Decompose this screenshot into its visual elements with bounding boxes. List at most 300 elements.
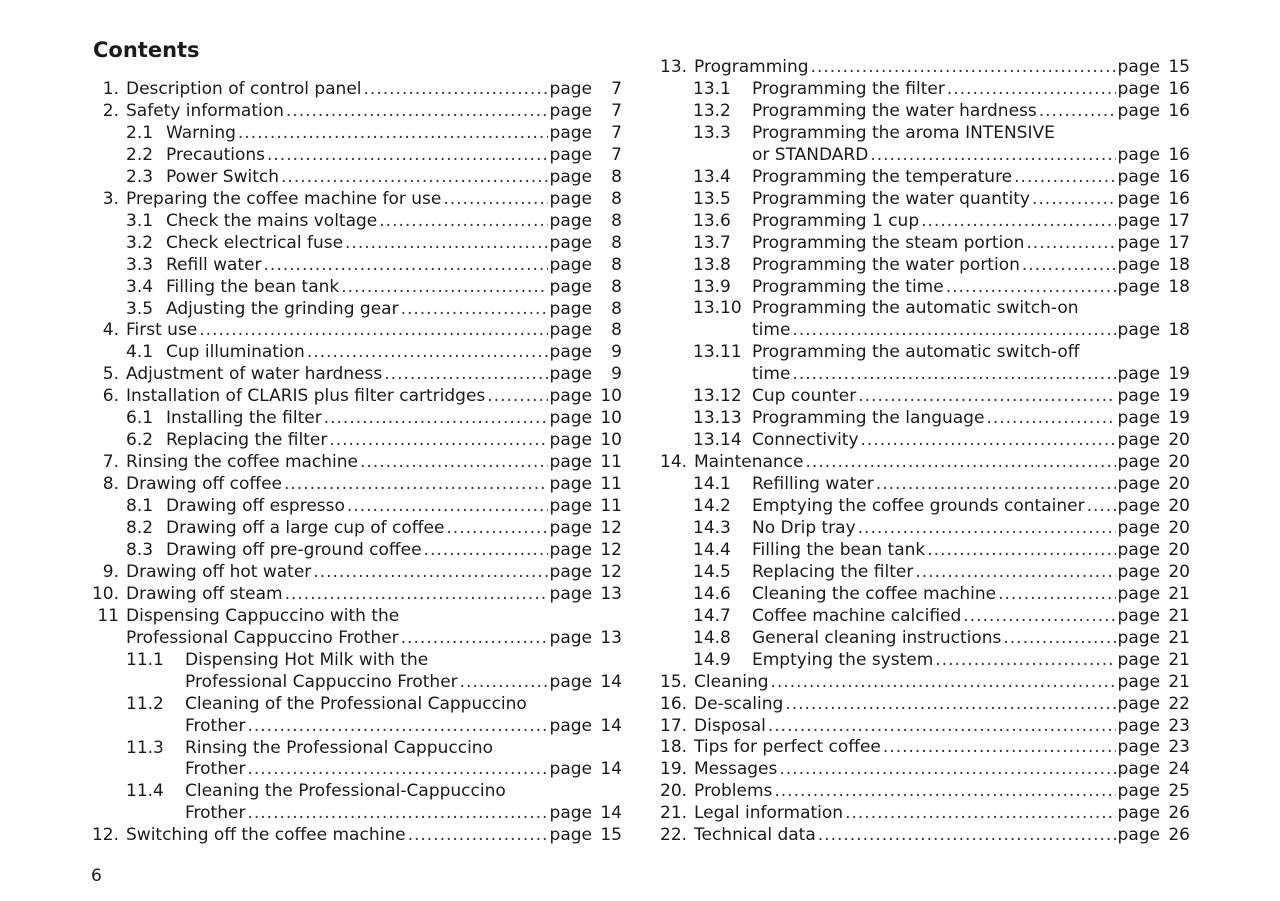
toc-page-number: 26: [1168, 803, 1190, 824]
toc-entry: [656, 385, 1190, 407]
toc-page-ref: [1118, 605, 1190, 627]
toc-page-ref: [550, 276, 622, 298]
toc-entry-number: 6.1: [126, 408, 154, 429]
toc-page-word: page: [1117, 254, 1160, 275]
toc-entry-number: 8.3: [126, 539, 154, 560]
toc-entry-title: Professional Cappuccino Frother: [185, 671, 458, 692]
toc-entry-title: Programming 1 cup: [752, 210, 920, 231]
toc-entry-title: Drawing off hot water: [126, 561, 312, 582]
toc-page-ref: [1118, 407, 1190, 429]
toc-entry-number: 13.8: [693, 254, 731, 275]
toc-page-ref: [550, 561, 622, 583]
toc-entry: [89, 429, 622, 451]
toc-page-number: 19: [1168, 386, 1190, 407]
toc-entry-number: 3.5: [126, 298, 154, 319]
toc-dot-leader: [915, 561, 1115, 583]
toc-page-word: page: [549, 320, 592, 341]
toc-page-ref: [550, 363, 622, 385]
toc-page-number: 8: [611, 188, 622, 209]
toc-page-ref: [550, 824, 622, 846]
toc-page-word: page: [1117, 386, 1160, 407]
toc-dot-leader: [345, 232, 548, 254]
toc-entry-title: Refilling water: [752, 474, 874, 495]
toc-page-number: 14: [600, 715, 622, 736]
toc-entry-number: 13.4: [693, 166, 731, 187]
toc-page-word: page: [549, 276, 592, 297]
toc-page-ref: [1118, 385, 1190, 407]
toc-entry-number: 6.2: [126, 430, 154, 451]
toc-dot-leader: [811, 56, 1116, 78]
toc-entry-number: 16.: [660, 693, 688, 714]
toc-entry-number: 13.6: [693, 210, 731, 231]
toc-page-number: 7: [611, 144, 622, 165]
toc-page-ref: [550, 254, 622, 276]
toc-page-number: 7: [611, 100, 622, 121]
toc-page-number: 15: [600, 825, 622, 846]
toc-entry-title: Drawing off coffee: [126, 474, 282, 495]
toc-page-ref: [1118, 693, 1190, 715]
toc-page-number: 16: [1168, 166, 1190, 187]
toc-entry: [656, 276, 1190, 298]
toc-page-number: 11: [600, 496, 622, 517]
toc-entry-title: Replacing the filter: [752, 561, 914, 582]
toc-page-word: page: [1117, 408, 1160, 429]
toc-page-ref: [1118, 517, 1190, 539]
toc-dot-leader: [935, 649, 1115, 671]
toc-page-number: 20: [1168, 496, 1190, 516]
toc-page-number: 18: [1168, 320, 1190, 341]
toc-dot-leader: [313, 561, 547, 583]
toc-page-ref: [550, 232, 622, 254]
toc-entry-number: 11.4: [126, 781, 164, 802]
toc-page-word: page: [549, 342, 592, 363]
toc-entry-number: 14.: [660, 452, 688, 473]
toc-entry-title: Cup illumination: [166, 342, 305, 363]
toc-dot-leader: [267, 144, 548, 166]
toc-page-ref: [1118, 319, 1190, 341]
toc-dot-leader: [238, 122, 548, 144]
toc-page-number: 16: [1168, 100, 1190, 121]
toc-page-word: page: [1117, 781, 1160, 802]
toc-dot-leader: [779, 758, 1115, 780]
toc-entry: [89, 100, 622, 122]
toc-entry: [89, 319, 622, 341]
toc-page-word: page: [549, 715, 592, 736]
toc-entry-number: 1.: [102, 79, 119, 99]
toc-page-word: page: [549, 364, 592, 385]
toc-dot-leader: [443, 188, 547, 210]
toc-entry-title: Emptying the system: [752, 649, 934, 670]
toc-page-word: page: [549, 386, 592, 407]
toc-entry-title: Dispensing Cappuccino with the: [126, 605, 400, 626]
toc-entry-number: 14.1: [693, 474, 731, 495]
toc-page-ref: [550, 78, 622, 100]
toc-page-ref: [550, 451, 622, 473]
toc-entry: [89, 385, 622, 407]
toc-entry-number: 13.14: [693, 430, 742, 451]
toc-page-number: 20: [1168, 474, 1190, 495]
toc-entry-title: Technical data: [694, 825, 816, 846]
toc-page-number: 18: [1168, 254, 1190, 275]
toc-dot-leader: [921, 210, 1115, 232]
toc-dot-leader: [946, 276, 1116, 298]
toc-page-word: page: [1117, 210, 1160, 231]
toc-page-number: 21: [1168, 671, 1190, 692]
toc-entry-title: Precautions: [166, 144, 265, 165]
toc-entry-title: Frother: [185, 803, 246, 824]
toc-dot-leader: [768, 715, 1116, 737]
toc-entry: [89, 583, 622, 605]
toc-entry: [89, 737, 622, 759]
toc-page-ref: [550, 188, 622, 210]
toc-entry: [89, 210, 622, 232]
toc-page-word: page: [1117, 166, 1160, 187]
toc-dot-leader: [446, 517, 547, 539]
toc-page-word: page: [1117, 100, 1160, 121]
toc-page-ref: [550, 671, 622, 693]
toc-page-ref: [1118, 627, 1190, 649]
toc-page-ref: [1118, 473, 1190, 495]
toc-dot-leader: [329, 429, 547, 451]
toc-dot-leader: [1026, 232, 1115, 254]
toc-page-ref: [1118, 166, 1190, 188]
toc-entry-number: 13.13: [693, 408, 742, 429]
toc-entry-title: Disposal: [694, 715, 766, 736]
toc-dot-leader: [199, 319, 547, 341]
toc-page-ref: [550, 627, 622, 649]
toc-entry-title: Dispensing Hot Milk with the: [185, 649, 429, 670]
toc-page-word: page: [549, 496, 592, 517]
toc-entry: [656, 78, 1190, 100]
toc-dot-leader: [379, 210, 547, 232]
toc-dot-leader: [247, 802, 547, 824]
toc-entry-number: 13.9: [693, 276, 731, 297]
toc-page-number: 20: [1168, 517, 1190, 538]
toc-dot-leader: [347, 495, 548, 517]
toc-entry-title: Programming the temperature: [752, 166, 1013, 187]
toc-entry-title: Problems: [694, 781, 773, 802]
toc-entry-title: or STANDARD: [752, 144, 869, 165]
toc-entry-title: Preparing the coffee machine for use: [126, 188, 442, 209]
toc-entry: [656, 715, 1190, 737]
toc-entry: [656, 166, 1190, 188]
toc-dot-leader: [963, 605, 1115, 627]
toc-dot-leader: [927, 539, 1115, 561]
toc-page-word: page: [549, 671, 592, 692]
toc-entry-number: 15.: [660, 671, 688, 692]
toc-page-word: page: [1117, 759, 1160, 780]
toc-page-word: page: [1117, 452, 1160, 473]
toc-page-number: 13: [600, 583, 622, 604]
toc-entry: [89, 693, 622, 715]
toc-entry-number: 14.2: [693, 496, 731, 516]
toc-page-ref: [550, 715, 622, 737]
toc-page-word: page: [1117, 496, 1160, 516]
toc-page-number: 8: [611, 166, 622, 187]
toc-entry-title: Tips for perfect coffee: [694, 737, 881, 758]
toc-page-number: 13: [600, 627, 622, 648]
toc-page-word: page: [549, 144, 592, 165]
toc-entry-title: Programming the automatic switch-on: [752, 298, 1079, 319]
toc-dot-leader: [1014, 166, 1115, 188]
toc-entry-title: Programming: [694, 57, 809, 77]
toc-page-word: page: [549, 452, 592, 473]
contents-heading: Contents: [93, 38, 200, 62]
toc-entry: [89, 649, 622, 671]
toc-entry-number: 13.2: [693, 100, 731, 121]
toc-page-number: 8: [611, 320, 622, 341]
toc-page-ref: [550, 473, 622, 495]
toc-entry-title: General cleaning instructions: [752, 627, 1002, 648]
toc-page-ref: [550, 802, 622, 824]
toc-entry-title: Programming the steam portion: [752, 232, 1025, 253]
toc-page-number: 7: [611, 122, 622, 143]
toc-entry-title: Cleaning the coffee machine: [752, 583, 997, 604]
toc-entry: [656, 802, 1190, 824]
toc-dot-leader: [487, 385, 547, 407]
toc-page-number: 8: [611, 298, 622, 319]
toc-entry-number: 14.4: [693, 539, 731, 560]
toc-page-word: page: [549, 803, 592, 824]
toc-entry-number: 3.2: [126, 232, 154, 253]
toc-page-ref: [1118, 188, 1190, 210]
toc-dot-leader: [1032, 188, 1116, 210]
toc-entry: [656, 188, 1190, 210]
toc-page-word: page: [549, 100, 592, 121]
toc-entry: [89, 407, 622, 429]
toc-dot-leader: [774, 780, 1115, 802]
toc-page-word: page: [1117, 561, 1160, 582]
toc-page-word: page: [549, 627, 592, 648]
toc-entry-number: 9.: [102, 561, 119, 582]
toc-entry: [89, 539, 622, 561]
toc-entry-title: Check electrical fuse: [166, 232, 344, 253]
toc-entry: [656, 451, 1190, 473]
toc-page-number: 10: [600, 408, 622, 429]
toc-dot-leader: [264, 254, 548, 276]
toc-page-number: 14: [600, 759, 622, 780]
toc-page-word: page: [1117, 517, 1160, 538]
toc-dot-leader: [876, 473, 1116, 495]
toc-page-number: 22: [1168, 693, 1190, 714]
toc-entry: [89, 758, 622, 780]
toc-entry-number: 8.2: [126, 518, 154, 538]
toc-entry: [656, 254, 1190, 276]
toc-entry-number: 13.3: [693, 122, 731, 143]
toc-entry-number: 17.: [660, 715, 688, 736]
toc-page-ref: [1118, 232, 1190, 254]
toc-page-number: 24: [1168, 759, 1190, 780]
toc-page-number: 8: [611, 210, 622, 231]
toc-dot-leader: [947, 78, 1116, 100]
toc-page-ref: [550, 429, 622, 451]
toc-page-word: page: [1117, 693, 1160, 714]
toc-page-number: 21: [1168, 649, 1190, 670]
toc-dot-leader: [998, 583, 1115, 605]
toc-entry: [656, 56, 1190, 78]
toc-entry-title: Cleaning of the Professional Cappuccino: [185, 693, 527, 714]
toc-dot-leader: [408, 824, 548, 846]
toc-dot-leader: [424, 539, 548, 561]
toc-page-ref: [1118, 671, 1190, 693]
toc-page-word: page: [1117, 78, 1160, 99]
toc-page-word: page: [1117, 188, 1160, 209]
toc-dot-leader: [771, 671, 1116, 693]
toc-page-number: 20: [1168, 539, 1190, 560]
toc-page-number: 20: [1168, 561, 1190, 582]
toc-page-word: page: [1117, 627, 1160, 648]
toc-entry-number: 13.12: [693, 386, 742, 407]
toc-page-number: 21: [1168, 627, 1190, 648]
toc-entry: [656, 693, 1190, 715]
toc-page-word: page: [549, 232, 592, 253]
toc-page-number: 21: [1168, 583, 1190, 604]
toc-entry: [656, 758, 1190, 780]
toc-page-ref: [1118, 144, 1190, 166]
toc-dot-leader: [818, 824, 1116, 846]
toc-page-word: page: [549, 79, 592, 99]
toc-entry: [89, 166, 622, 188]
toc-page-number: 14: [600, 803, 622, 824]
toc-entry-title: Installation of CLARIS plus filter cartridges: [126, 386, 486, 407]
toc-page-word: page: [1117, 825, 1160, 846]
toc-entry-number: 14.6: [693, 583, 731, 604]
toc-dot-leader: [805, 451, 1115, 473]
toc-page-word: page: [549, 122, 592, 143]
toc-entry-number: 2.: [102, 100, 119, 121]
toc-entry: [89, 276, 622, 298]
toc-entry-title: Installing the filter: [166, 408, 322, 429]
toc-page-ref: [550, 298, 622, 320]
toc-entry: [656, 561, 1190, 583]
toc-entry-number: 3.1: [126, 210, 154, 231]
toc-dot-leader: [401, 627, 548, 649]
toc-entry: [656, 297, 1190, 319]
toc-entry-title: Programming the water portion: [752, 254, 1020, 275]
toc-entry-title: Adjustment of water hardness: [126, 364, 383, 385]
toc-page-word: page: [1117, 57, 1160, 77]
toc-page-ref: [550, 319, 622, 341]
toc-entry: [656, 649, 1190, 671]
toc-entry: [89, 517, 622, 539]
toc-entry: [656, 671, 1190, 693]
toc-entry: [89, 254, 622, 276]
toc-entry-number: 20.: [660, 781, 688, 802]
toc-dot-leader: [883, 736, 1116, 758]
toc-entry-number: 22.: [660, 825, 688, 846]
toc-entry-number: 8.1: [126, 496, 154, 517]
toc-page-ref: [550, 758, 622, 780]
toc-entry-title: Adjusting the grinding gear: [166, 298, 399, 319]
toc-entry: [656, 539, 1190, 561]
toc-dot-leader: [281, 166, 548, 188]
toc-entry: [89, 122, 622, 144]
toc-dot-leader: [284, 473, 548, 495]
toc-entry: [89, 495, 622, 517]
toc-page-number: 21: [1168, 605, 1190, 626]
toc-entry: [89, 188, 622, 210]
toc-entry-number: 13.7: [693, 232, 731, 253]
toc-page-number: 20: [1168, 430, 1190, 451]
toc-page-ref: [1118, 539, 1190, 561]
toc-entry-number: 21.: [660, 803, 688, 824]
toc-entry-number: 14.7: [693, 605, 731, 626]
toc-page-number: 8: [611, 254, 622, 275]
toc-dot-leader: [286, 100, 548, 122]
toc-page-word: page: [1117, 539, 1160, 560]
toc-entry-title: Programming the filter: [752, 78, 945, 99]
toc-entry-number: 11.3: [126, 737, 164, 758]
toc-page-ref: [1118, 78, 1190, 100]
toc-dot-leader: [285, 583, 548, 605]
toc-entry-number: 3.3: [126, 254, 154, 275]
toc-entry: [656, 780, 1190, 802]
toc-page-word: page: [1117, 474, 1160, 495]
toc-entry: [89, 561, 622, 583]
toc-page-ref: [550, 517, 622, 539]
toc-page-ref: [550, 539, 622, 561]
toc-entry-number: 14.9: [693, 649, 731, 670]
toc-entry-title: Rinsing the coffee machine: [126, 452, 358, 473]
toc-page-number: 20: [1168, 452, 1190, 473]
toc-dot-leader: [1087, 495, 1116, 517]
toc-dot-leader: [360, 451, 548, 473]
toc-dot-leader: [785, 693, 1115, 715]
toc-entry-title: Programming the water quantity: [752, 188, 1030, 209]
toc-entry-title: Replacing the filter: [166, 430, 328, 451]
toc-page-word: page: [1117, 276, 1160, 297]
toc-page-ref: [1118, 495, 1190, 517]
toc-entry-title: Programming the automatic switch-off: [752, 342, 1080, 363]
toc-dot-leader: [324, 407, 548, 429]
toc-page-word: page: [549, 518, 592, 538]
toc-entry-number: 2.1: [126, 122, 154, 143]
toc-page-word: page: [1117, 803, 1160, 824]
toc-entry-title: Refill water: [166, 254, 262, 275]
toc-entry-number: 11.2: [126, 693, 164, 714]
toc-entry-title: time: [752, 320, 791, 341]
toc-entry: [656, 144, 1190, 166]
toc-dot-leader: [986, 407, 1115, 429]
toc-page-ref: [550, 385, 622, 407]
toc-page-word: page: [549, 166, 592, 187]
toc-page-word: page: [549, 583, 592, 604]
toc-dot-leader: [247, 715, 547, 737]
toc-entry-number: 13.10: [693, 298, 742, 319]
toc-entry-number: 3.: [102, 188, 119, 209]
toc-page-ref: [550, 495, 622, 517]
toc-entry-title: Cleaning: [694, 671, 769, 692]
toc-entry: [656, 363, 1190, 385]
toc-page-number: 17: [1168, 232, 1190, 253]
toc-entry: [656, 407, 1190, 429]
toc-page-number: 19: [1168, 364, 1190, 385]
toc-entry-number: 11.1: [126, 649, 164, 670]
toc-entry-title: Description of control panel: [126, 79, 362, 99]
toc-page-word: page: [1117, 364, 1160, 385]
toc-page-word: page: [1117, 583, 1160, 604]
toc-page-number: 26: [1168, 825, 1190, 846]
toc-dot-leader: [858, 517, 1116, 539]
toc-page-word: page: [549, 254, 592, 275]
toc-page-word: page: [1117, 671, 1160, 692]
toc-entry-number: 4.: [102, 320, 119, 341]
toc-entry-number: 13.11: [693, 342, 742, 363]
toc-entry-title: Coffee machine calcified: [752, 605, 962, 626]
toc-entry-number: 4.1: [126, 342, 154, 363]
toc-entry: [656, 495, 1190, 517]
toc-page-ref: [550, 100, 622, 122]
